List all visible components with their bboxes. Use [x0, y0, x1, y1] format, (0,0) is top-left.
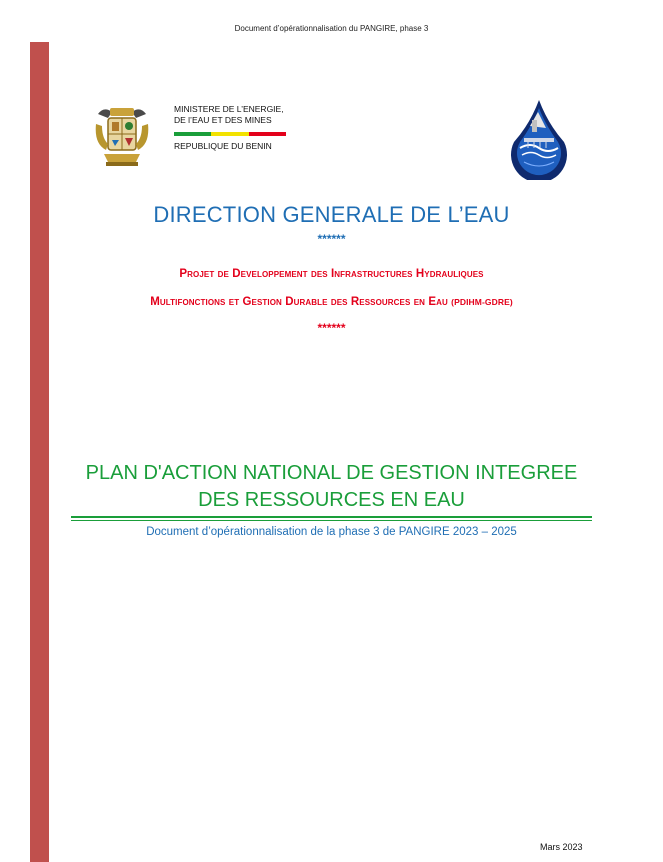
coat-of-arms-icon: [92, 104, 152, 170]
running-header: Document d’opérationnalisation du PANGIRE, phase 3: [234, 24, 429, 33]
plan-title: [0, 460, 663, 514]
project-title-line2-text: Multifonctions et Gestion Durable des Ressources en Eau: [150, 296, 448, 308]
plan-title-line2: DES RESSOURCES EN EAU: [198, 489, 465, 511]
benin-flag-stripe: [174, 132, 286, 136]
project-title-line1-text: Projet de Developpement des Infrastructures Hydrauliques: [179, 268, 484, 280]
ministry-name-line1: MINISTERE DE L’ENERGIE,: [174, 104, 284, 114]
project-title-line1: [0, 268, 663, 280]
decorative-side-bar: [30, 42, 49, 862]
direction-title: DIRECTION GENERALE DE L’EAU: [153, 202, 510, 227]
separator-blue: ******: [317, 232, 346, 246]
project-acronym: (PDIHM-GDRE): [451, 297, 513, 307]
plan-title-line1: PLAN D'ACTION NATIONAL DE GESTION INTEGREE: [85, 462, 578, 484]
water-drop-logo-icon: [504, 98, 574, 180]
country-name: REPUBLIQUE DU BENIN: [174, 141, 272, 151]
title-rule-thick: [71, 516, 592, 518]
separator-red: ******: [317, 321, 346, 335]
ministry-name-line2: DE l’EAU ET DES MINES: [174, 115, 272, 125]
title-rule-thin: [71, 520, 592, 521]
publication-date: Mars 2023: [540, 842, 583, 852]
ministry-block: [174, 104, 304, 152]
document-subtitle: Document d’opérationnalisation de la phase 3 de PANGIRE 2023 – 2025: [146, 526, 517, 538]
project-title-line2: [0, 296, 663, 308]
